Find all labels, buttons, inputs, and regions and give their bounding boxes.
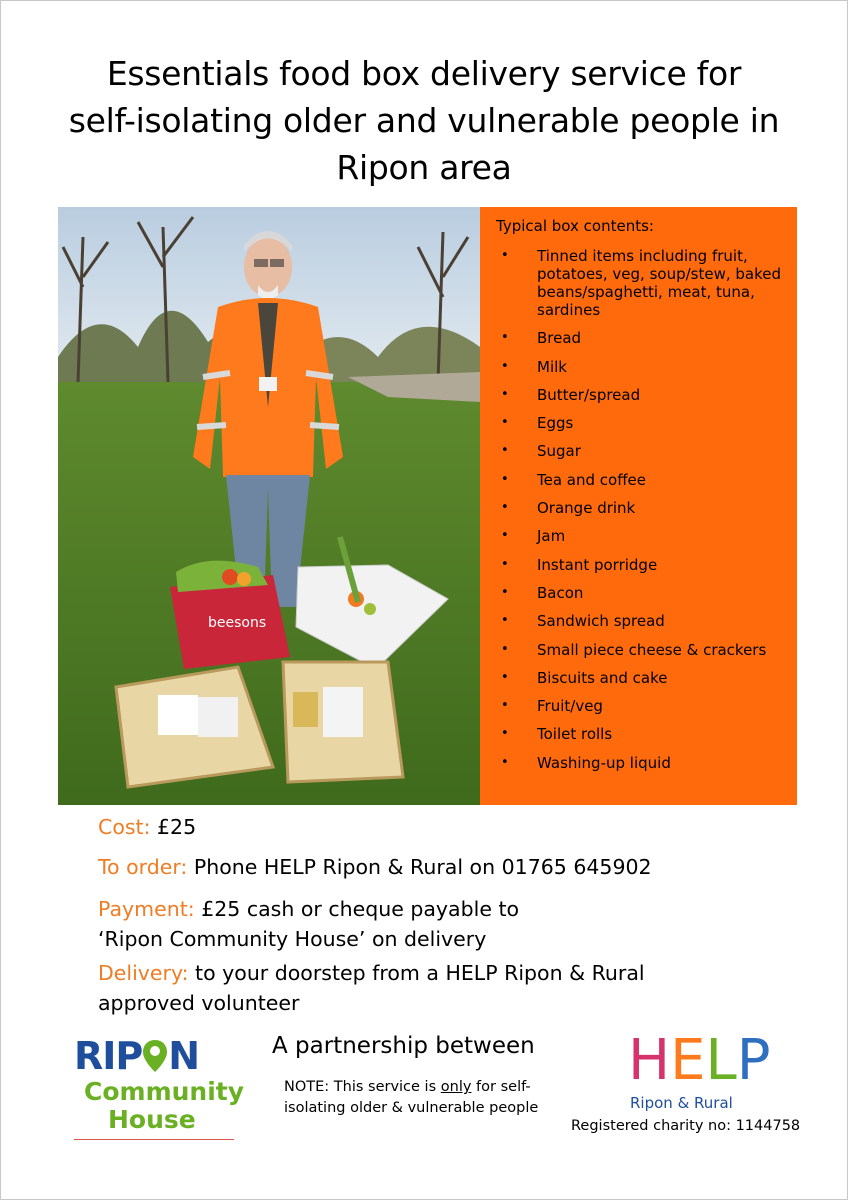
list-item: • Tinned items including fruit, potatoes, veg, soup/stew, baked beans/spaghetti, meat, tuna, sardines (480, 247, 797, 319)
list-item: • Butter/spread (480, 386, 797, 404)
note-emphasis: only (440, 1079, 472, 1095)
cost-value: £25 (157, 815, 197, 839)
payment-value-2: ‘Ripon Community House’ on delivery (98, 927, 487, 951)
cost-label: Cost: (98, 815, 151, 839)
note-line-2: isolating older & vulnerable people (284, 1100, 539, 1116)
list-item: • Fruit/veg (480, 697, 797, 715)
list-item: • Bread (480, 329, 797, 347)
logo-letter-e: E (670, 1028, 706, 1093)
payment-label: Payment: (98, 897, 195, 921)
volunteer-photo (58, 207, 480, 805)
list-item: • Instant porridge (480, 556, 797, 574)
delivery-label: Delivery: (98, 961, 189, 985)
logo-line-community: Community (84, 1077, 245, 1106)
order-label: To order: (98, 855, 188, 879)
logo-word-n: N (168, 1034, 200, 1078)
logo-letter-l: L (705, 1028, 737, 1093)
logo-letter-h: H (628, 1028, 671, 1093)
delivery-value-1: to your doorstep from a HELP Ripon & Rural (195, 961, 645, 985)
service-note (284, 1077, 544, 1119)
partnership-text: A partnership between (272, 1033, 535, 1059)
list-item: • Sugar (480, 442, 797, 460)
box-contents-heading: Typical box contents: (496, 217, 654, 235)
map-pin-icon (142, 1039, 168, 1073)
svg-text:beesons: beesons (208, 615, 267, 631)
list-item: • Tea and coffee (480, 471, 797, 489)
cost-line (98, 812, 196, 842)
list-item: • Orange drink (480, 499, 797, 517)
list-item: • Eggs (480, 414, 797, 432)
list-item: • Jam (480, 527, 797, 545)
title-line-1: Essentials food box delivery service for (106, 54, 742, 93)
title-line-3: Ripon area (336, 148, 512, 187)
help-ripon-rural-logo (624, 1028, 771, 1115)
box-contents-panel (480, 207, 797, 805)
logo-word-rip: RIP (74, 1034, 143, 1078)
list-item: • Small piece cheese & crackers (480, 641, 797, 659)
ripon-community-house-logo (74, 1034, 245, 1142)
box-contents-list (480, 247, 797, 782)
delivery-block (98, 958, 645, 1018)
logo-line-house: House (108, 1105, 196, 1134)
delivery-value-2: approved volunteer (98, 991, 300, 1015)
title-line-2: self-isolating older and vulnerable people in (68, 101, 780, 140)
list-item: • Toilet rolls (480, 725, 797, 743)
order-value: Phone HELP Ripon & Rural on 01765 645902 (193, 855, 652, 879)
charity-number: Registered charity no: 1144758 (571, 1118, 801, 1134)
list-item: • Sandwich spread (480, 612, 797, 630)
logo-subtitle: Ripon & Rural (630, 1094, 733, 1112)
note-suffix: for self- (471, 1079, 531, 1095)
note-prefix: NOTE: This service is (284, 1079, 441, 1095)
order-line (98, 852, 652, 882)
payment-value-1: £25 cash or cheque payable to (201, 897, 520, 921)
logo-letter-p: P (736, 1028, 771, 1093)
payment-block (98, 894, 519, 954)
list-item: • Washing-up liquid (480, 754, 797, 772)
list-item: • Milk (480, 358, 797, 376)
logo-underline (74, 1139, 234, 1140)
list-item: • Biscuits and cake (480, 669, 797, 687)
list-item: • Bacon (480, 584, 797, 602)
page-title (20, 50, 828, 191)
